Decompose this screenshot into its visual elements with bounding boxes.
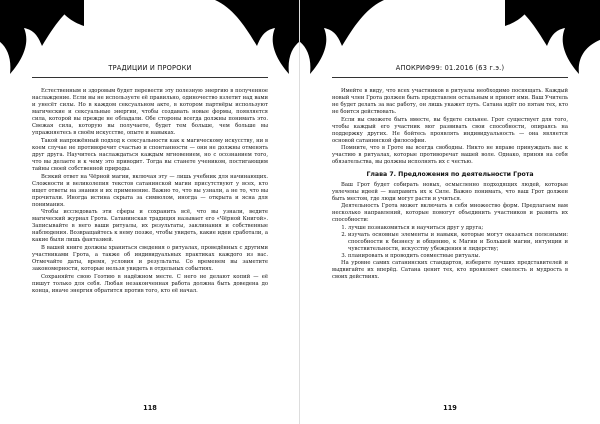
paragraph: Ваш Грот будет собирать новых, осмысленно подходящих людей, которые увлечены идеей — направить их к Силе. Важно понимать, что ваш Грот должен быть местом, где люди могут расти и учиться. bbox=[332, 181, 568, 202]
tribal-ornament-right bbox=[505, 0, 600, 74]
running-header: АПОКРИФ99: 01.2016 (63 г.э.) bbox=[332, 64, 568, 78]
tribal-ornament-right bbox=[215, 0, 300, 74]
paragraph: Деятельность Грота может включать в себя множество форм. Предлагаем вам несколько направлений, которые помогут объединить участников и развить их способности: bbox=[332, 203, 568, 224]
tribal-ornament-left bbox=[300, 0, 384, 74]
paragraph: Имейте в виду, что всех участников в ритуалы необходимо посвящать. Каждый новый член Грота должен быть представлен остальным и принят ими. Ваш Учитель не будет делать за вас работу, он лишь укажет путь. Сатана идёт по пятам тех, кто не боится действовать. bbox=[332, 88, 568, 116]
page-body bbox=[332, 88, 568, 392]
paragraph: Чтобы исследовать эти сферы и сохранить всё, что вы узнали, ведите магический журнал Грота. Сатанинская традиция называет его «Чёрной Книгой». Записывайте в него ваши ритуалы, их результаты, заклинания и собственные наблюдения. Возвращайтесь к нему позже, чтобы увидеть, какие идеи сработали, а какие были лишь фантазией. bbox=[32, 209, 268, 244]
page-number: 118 bbox=[143, 404, 157, 412]
chapter-title: Глава 7. Предложения по деятельности Грота bbox=[366, 170, 534, 178]
paragraph: Такой напряжённый подход к сексуальности как к магическому искусству, ни в коем случае не противоречит счастью и спонтанности — они не должны отменять друг друга. Научитесь наслаждаться каждым мгновением, но с осознанием того, что вы делаете и к чему это приводит. Тогда вы станете учеником, постигающим тайны своей собственной природы. bbox=[32, 137, 268, 173]
list-item: 1. лучше познакомиться и научиться друг у друга; bbox=[348, 225, 568, 232]
list-item: 2. изучать основные элементы и навыки, которые могут оказаться полезными: способности к бизнесу и общению, к Магии и Большей магии, интуиции и чувствительности, искусству убеждения и лидерству; bbox=[348, 232, 568, 253]
paragraph: Всякий ответ на Чёрной магии, включая эту — лишь учебник для начинающих. Сложности и великолепия текстов сатанинской магии присутствуют у всех, кто ищет ответы на знания и их применение. Важно то, что вы узнали, а не то, что вы прочитали. Иногда истина скрыта за символом, иногда — открыта и ясна для понимания. bbox=[32, 173, 268, 208]
paragraph: Естественным и здоровым будет перевести эту полезную энергию в полученное наслаждение. Если вы не используете её правильно, одиночество взлетит над вами и унесёт силы. Но в каждом сексуальном акте, в котором партнёры используют магические и сексуальные энергии, чтобы создавать новые формы, появляется сила, которой вы прежде не обладали. Обе стороны всегда должны понимать это. Свежая сила, которую вы получаете, будет тем больше, чем больше вы упражняетесь в своём искусстве, опыте и навыках. bbox=[32, 88, 268, 137]
paragraph: Сохраняйте свою Гоэтию в надёжном месте. С него не делают копий — её пишут только для себя. Любая незаконченная работа должна быть доведена до конца, иначе энергия обратится против того, кто её начал. bbox=[32, 273, 268, 294]
paragraph: Помните, что в Гроте вы всегда свободны. Никто не вправе принуждать вас к участию в ритуалах, которые противоречат вашей воле. Однако, приняв на себя обязательства, вы должны исполнять их с честью. bbox=[332, 145, 568, 166]
running-header: ТРАДИЦИИ И ПРОРОКИ bbox=[32, 64, 268, 78]
page-body bbox=[32, 88, 268, 392]
paragraph: Если вы сможете быть вместе, вы будете сильнее. Грот существует для того, чтобы каждый его участник мог развивать свои способности, опираясь на поддержку других. Не бойтесь проявлять индивидуальность — она является основой сатанинской философии. bbox=[332, 116, 568, 144]
tribal-ornament-left bbox=[0, 0, 84, 74]
list-item: 3. планировать и проводить совместные ритуалы. bbox=[348, 253, 568, 260]
paragraph: В вашей книге должны храниться сведения о ритуалах, проведённых с другими участниками Грота, а также об индивидуальных практиках каждого из вас. Отмечайте даты, время, условия и результаты. Со временем вы заметите закономерности, которые нельзя увидеть в отдельных событиях. bbox=[32, 245, 268, 273]
paragraph: На уровне самих сатанинских стандартов, изберите лучших представителей и выдвигайте их вперёд. Сатана ценит тех, кто проявляет смелость и мудрость в своих действиях. bbox=[332, 260, 568, 281]
right-page bbox=[300, 0, 600, 424]
numbered-list bbox=[332, 225, 568, 260]
page-number: 119 bbox=[443, 404, 457, 412]
